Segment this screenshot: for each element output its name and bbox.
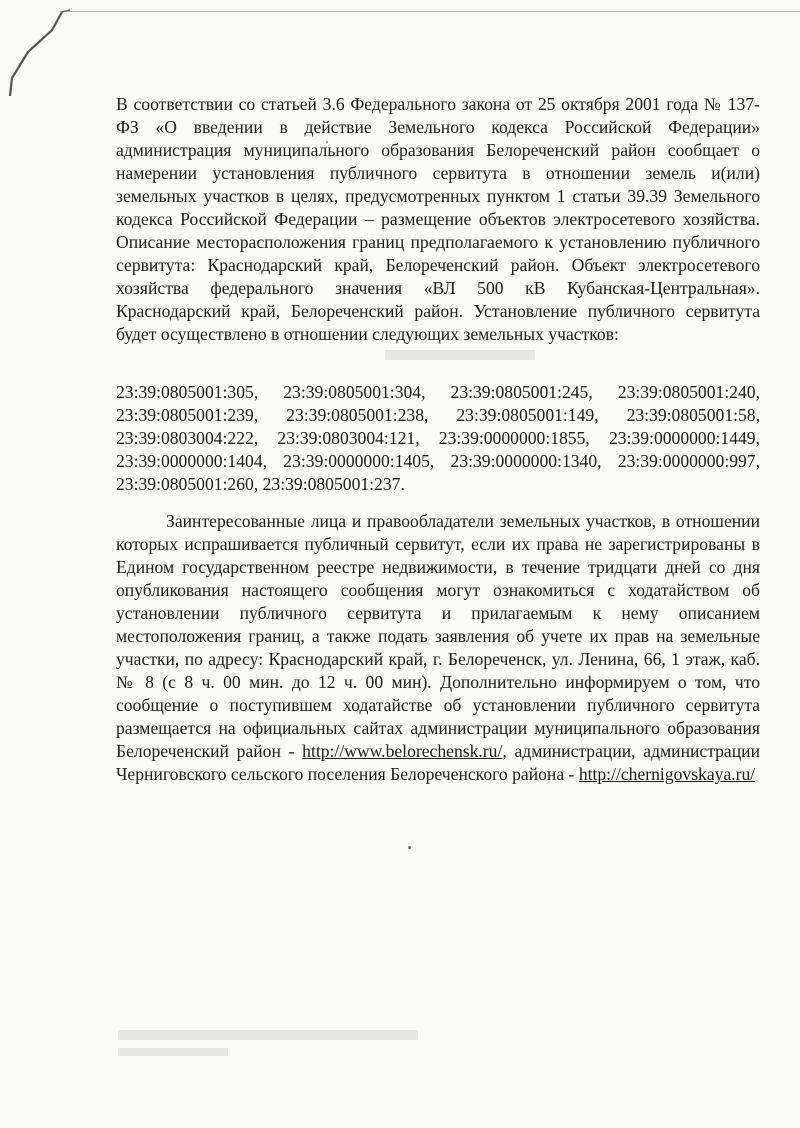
scan-speck [408,846,411,849]
scan-edge-line [60,11,800,12]
parcel-list-text: 23:39:0805001:305, 23:39:0805001:304, 23:39:0805001:245, 23:39:0805001:240, 23:39:0805001:239, 23:39:0805001:238, 23:39:0805001:149, 23:39:0805001:58, 23:39:0803004:222, 23:39:0803004:121, 23:39:0000000:1855, 23:39:0000000:1449, 23:39:0000000:1404, 23:39:0000000:1405, 23:39:0000000:1340, 23:39:0000000:997, 23:39:0805001:260, 23:39:0805001:237. [116,382,760,494]
scan-bleed-mark [118,1030,418,1040]
chernigovskaya-link[interactable]: http://chernigovskaya.ru/ [578,764,756,784]
notice-mid-text: , администрации, администрации Черниговского сельского поселения Белореченского района - [116,741,760,784]
parcel-list-paragraph [116,381,760,496]
intro-paragraph [116,93,760,346]
notice-main-text: Заинтересованные лица и правообладатели земельных участков, в отношении которых испрашивается публичный сервитут, если их права не зарегистрированы в Едином государственном реестре недвижимости, в течение тридцати дней со дня опубликования настоящего сообщения могут ознакомиться с ходатайством об установлении публичного сервитута и прилагаемым к нему описанием местоположения границ, а также подать заявления об учете их прав на земельные участки, по адресу: Краснодарский край, г. Белореченск, ул. Ленина, 66, 1 этаж, каб. № 8 (с 8 ч. 00 мин. до 12 ч. 00 мин). Дополнительно информируем о том, что сообщение о поступившем ходатайстве об установлении публичного сервитута размещается на официальных сайтах администрации муниципального образования Белореченский район - [116,511,760,761]
belorechensk-link[interactable]: http://www.belorechensk.ru/ [302,741,503,761]
scan-bleed-mark [385,350,535,360]
notice-paragraph-text [116,510,760,786]
scan-corner-mark [0,0,120,110]
notice-paragraph [116,510,760,786]
scan-bleed-mark [118,1048,228,1056]
intro-paragraph-text: В соответствии со статьей 3.6 Федерального закона от 25 октября 2001 года № 137-ФЗ «О введении в действие Земельного кодекса Российской Федерации» администрация муниципального образования Белореченский район сообщает о намерении установления публичного сервитута в отношении земель и(или) земельных участков в целях, предусмотренных пунктом 1 статьи 39.39 Земельного кодекса Российской Федерации – размещение объектов электросетевого хозяйства. Описание месторасположения границ предполагаемого к установлению публичного сервитута: Краснодарский край, Белореченский район. Объект электросетевого хозяйства федерального значения «ВЛ 500 кВ Кубанская-Центральная». Краснодарский край, Белореченский район. Установление публичного сервитута будет осуществлено в отношении следующих земельных участков: [116,94,760,344]
